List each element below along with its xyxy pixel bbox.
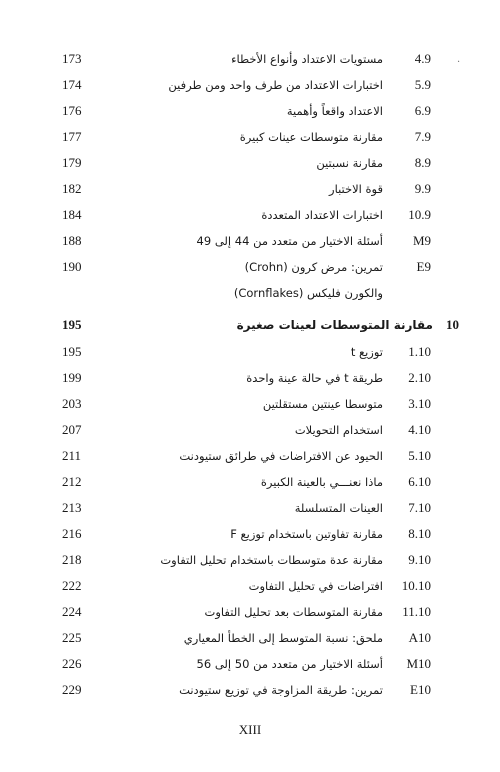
entry-number: 6.9 <box>414 103 431 118</box>
entry-title: أسئلة الاختيار من متعدد من 44 إلى 49 <box>196 234 383 248</box>
entry-page: 182 <box>62 181 82 196</box>
entry-page: 179 <box>62 155 82 170</box>
entry-number: 2.10 <box>408 370 431 385</box>
entry-page: 177 <box>62 129 82 144</box>
entry-number: 11.10 <box>402 604 431 619</box>
chapter-page: 195 <box>62 317 82 332</box>
chapter-title: مقارنة المتوسطات لعينات صغيرة <box>236 318 433 332</box>
toc-entry <box>0 471 500 493</box>
page-folio: XIII <box>238 722 262 737</box>
entry-page: 212 <box>62 474 82 489</box>
entry-number: 9.9 <box>414 181 431 196</box>
entry-page: 216 <box>62 526 82 541</box>
entry-number: 10.10 <box>401 578 431 593</box>
entry-title: توزيع t <box>350 345 383 359</box>
entry-page: 199 <box>62 370 82 385</box>
toc-entry <box>0 256 500 278</box>
entry-number: A10 <box>408 630 431 645</box>
entry-title: متوسطا عينتين مستقلتين <box>262 397 383 411</box>
entry-page: 213 <box>62 500 82 515</box>
entry-number: 8.9 <box>414 155 431 170</box>
toc-entry <box>0 204 500 226</box>
entry-page: 195 <box>62 344 82 359</box>
entry-title: الحيود عن الافتراضات في طرائق ستيودنت <box>179 449 383 463</box>
entry-page: 173 <box>62 51 82 66</box>
entry-number: E9 <box>416 259 431 274</box>
entry-title: مقارنة متوسطات عينات كبيرة <box>239 130 383 144</box>
entry-title: اختبارات الاعتداد من طرف واحد ومن طرفين <box>168 78 383 92</box>
chapter-number: 10 <box>446 317 459 332</box>
toc-entry <box>0 497 500 519</box>
entry-page: 229 <box>62 682 82 697</box>
entry-number: 7.9 <box>414 129 431 144</box>
entry-title: أسئلة الاختيار من متعدد من 50 إلى 56 <box>196 657 383 671</box>
entry-title: مقارنة نسبتين <box>316 156 383 170</box>
entry-page: 184 <box>62 207 82 222</box>
toc-entry <box>0 419 500 441</box>
entry-page: 207 <box>62 422 82 437</box>
entry-number: E10 <box>410 682 431 697</box>
entry-title: مقارنة المتوسطات بعد تحليل التفاوت <box>204 605 383 619</box>
entry-number: 6.10 <box>408 474 431 489</box>
entry-number: M9 <box>412 233 431 248</box>
entry-page: 188 <box>62 233 82 248</box>
entry-title: مستويات الاعتداد وأنواع الأخطاء <box>231 52 383 66</box>
toc-entry <box>0 230 500 252</box>
entry-number: M10 <box>406 656 431 671</box>
entry-title: قوة الاختبار <box>329 182 383 196</box>
entry-number: 10.9 <box>408 207 431 222</box>
toc-entry <box>0 601 500 623</box>
entry-number: 7.10 <box>408 500 431 515</box>
toc-entry <box>0 48 500 70</box>
toc-entry <box>0 74 500 96</box>
toc-entry <box>0 679 500 701</box>
toc-entry <box>0 126 500 148</box>
toc-entry <box>0 178 500 200</box>
toc-entry <box>0 575 500 597</box>
entry-title: تمرين: مرض كرون (Crohn) <box>244 260 383 274</box>
toc-entry <box>0 100 500 122</box>
entry-title: ماذا نعنـــي بالعينة الكبيرة <box>260 475 383 489</box>
entry-title: تمرين: طريقة المزاوجة في توزيع ستيودنت <box>179 683 383 697</box>
entry-number: 4.9 <box>414 51 431 66</box>
entry-page: 190 <box>62 259 82 274</box>
entry-page: 218 <box>62 552 82 567</box>
entry-title: مقارنة تفاوتين باستخدام توزيع F <box>230 527 383 541</box>
entry-number: 4.10 <box>408 422 431 437</box>
entry-number: 5.10 <box>408 448 431 463</box>
entry-page: 225 <box>62 630 82 645</box>
entry-page: 174 <box>62 77 82 92</box>
entry-title: طريقة t في حالة عينة واحدة <box>246 371 383 385</box>
toc-entry <box>0 341 500 363</box>
toc-entry <box>0 367 500 389</box>
entry-title: افتراضات في تحليل التفاوت <box>248 579 383 593</box>
toc-entry <box>0 393 500 415</box>
entry-number: 5.9 <box>414 77 431 92</box>
entry-page: 176 <box>62 103 82 118</box>
entry-page: 222 <box>62 578 82 593</box>
entry-title: الاعتداد واقعاً وأهمية <box>286 104 383 118</box>
toc-entry <box>0 445 500 467</box>
entry-title-continuation: والكورن فليكس (Cornflakes) <box>233 286 383 300</box>
toc-entry <box>0 152 500 174</box>
entry-page: 224 <box>62 604 82 619</box>
entry-title: اختبارات الاعتداد المتعددة <box>261 208 383 222</box>
toc-entry <box>0 627 500 649</box>
entry-number: 3.10 <box>408 396 431 411</box>
entry-title: مقارنة عدة متوسطات باستخدام تحليل التفاوت <box>160 553 383 567</box>
entry-number: 8.10 <box>408 526 431 541</box>
entry-page: 226 <box>62 656 82 671</box>
entry-title: استخدام التحويلات <box>294 423 383 437</box>
toc-entry <box>0 549 500 571</box>
entry-title: ملحق: نسبة المتوسط إلى الخطأ المعياري <box>183 631 383 645</box>
entry-number: 1.10 <box>408 344 431 359</box>
entry-number: 9.10 <box>408 552 431 567</box>
toc-entry-continuation <box>0 282 500 304</box>
entry-title: العينات المتسلسلة <box>294 501 383 515</box>
entry-page: 203 <box>62 396 82 411</box>
stray-mark: · <box>457 57 461 68</box>
chapter-heading <box>0 314 500 336</box>
toc-entry <box>0 653 500 675</box>
toc-entry <box>0 523 500 545</box>
entry-page: 211 <box>62 448 82 463</box>
